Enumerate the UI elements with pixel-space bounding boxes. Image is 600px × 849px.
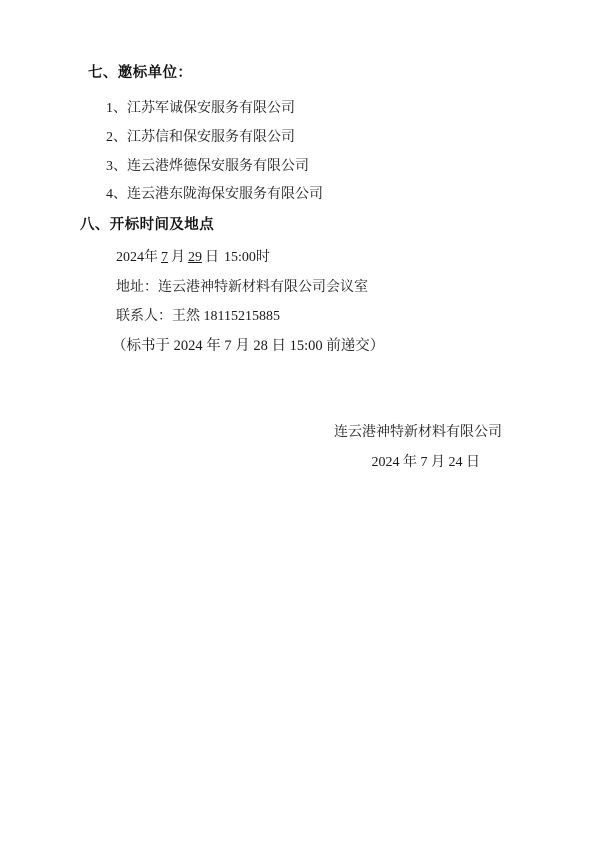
bid-submission-note: （标书于 2024 年 7 月 28 日 15:00 前递交）	[112, 338, 385, 355]
bid-opening-contact-line: 联系人：王然 18115215885	[116, 308, 280, 324]
invited-units-list	[70, 95, 530, 210]
date-day: 29	[188, 250, 202, 266]
bid-opening-details	[70, 243, 530, 362]
list-item: 3、连云港烨德保安服务有限公司	[106, 158, 309, 174]
section-bid-opening	[70, 214, 530, 362]
date-year-unit: 年	[144, 250, 158, 266]
list-item: 1、江苏军诚保安服务有限公司	[106, 101, 295, 117]
date-month: 7	[161, 250, 168, 266]
signature-company: 连云港神特新材料有限公司	[334, 424, 502, 440]
signature-block	[70, 418, 530, 477]
date-time: 15:00	[224, 250, 256, 266]
date-month-unit: 月	[171, 250, 185, 266]
section-heading-invited-units: 七、邀标单位：	[88, 65, 193, 81]
list-item: 2、江苏信和保安服务有限公司	[106, 129, 295, 145]
section-invited-units	[70, 62, 530, 210]
date-time-unit: 时	[255, 250, 270, 266]
bid-opening-address-line: 地址：连云港神特新材料有限公司会议室	[116, 279, 368, 295]
date-year: 2024	[116, 250, 144, 266]
signature-date: 2024 年 7 月 24 日	[371, 454, 480, 470]
section-heading-bid-opening: 八、开标时间及地点	[80, 216, 215, 233]
date-day-unit: 日	[205, 250, 219, 266]
list-item: 4、连云港东陇海保安服务有限公司	[106, 187, 323, 203]
bid-opening-date-line	[116, 243, 530, 272]
